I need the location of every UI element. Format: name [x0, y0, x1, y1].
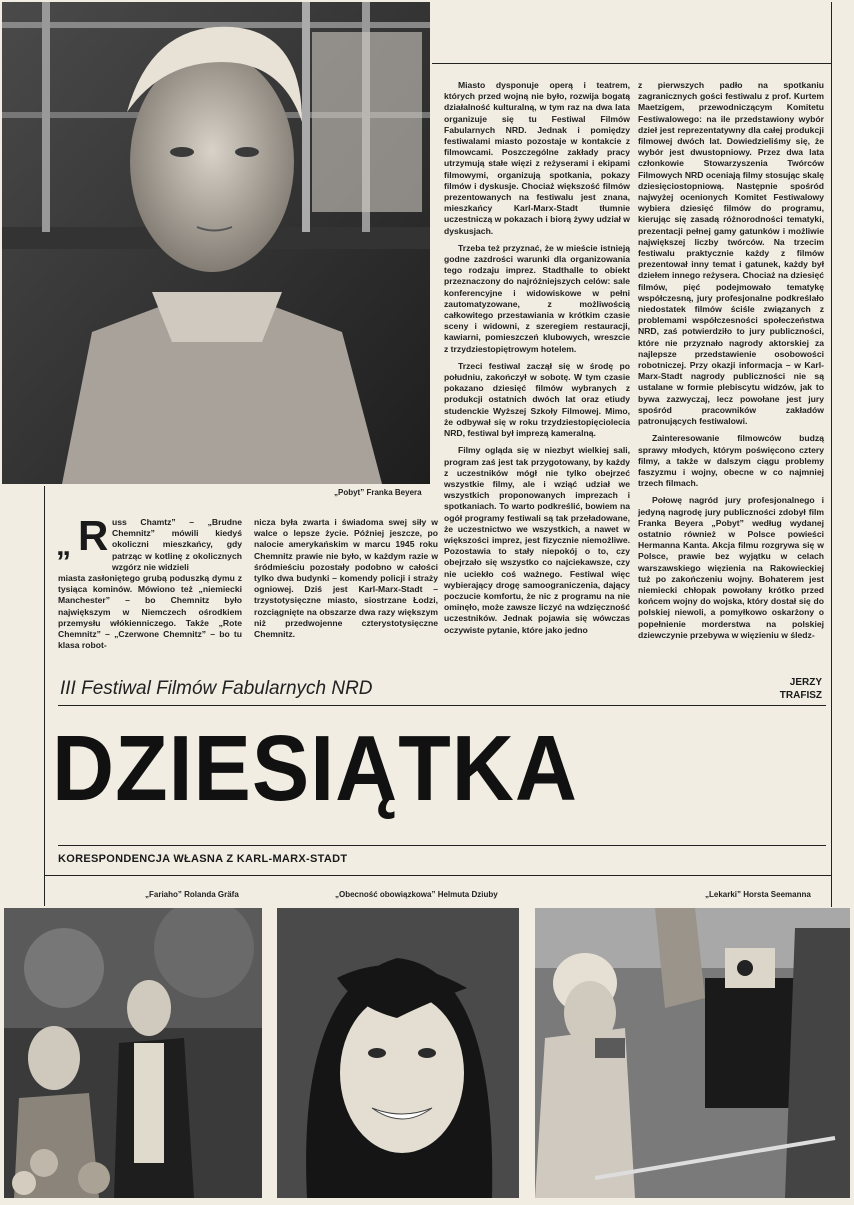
- intro-column-2: nicza była zwarta i świadoma swej siły w walce o lepsze życie. Później jeszcze, po nalocie amerykańskim w marcu 1945 roku Chemnitz prawie nie było, w każdym razie w śródmieściu pozostały podobno w całości tylko dwa budynki – komendy policji i straży ogniowej. Dziś jest Karl-Marx-Stadt – trzystotysięczne miasto, siostrzane Łodzi, rozciągnięte na obszarze dwa razy większym niż przedwojenne czterystotysięczne Chemnitz.: [254, 517, 438, 640]
- author-first-name: JERZY: [789, 677, 822, 688]
- photo-fariaho: [4, 908, 262, 1198]
- paragraph: Miasto dysponuje operą i teatrem, których przed wojną nie było, rozwija bogatą działalność kulturalną, w tym raz na dwa lata organizuje się tu Festiwal Filmów Fabularnych NRD. Jednak i pomiędzy festiwalami miasto pozostaje w kontakcie z filmowcami. Poszczególne zakłady pracy utrzymują stałe więzi z reżyserami i ekipami filmowymi, organizują spotkania, pokazy filmów i dyskusje. Chociaż większość filmów prezentowanych na festiwalu jest znana, mieszkańcy Karl-Marx-Stadt tłumnie uczestniczą w pokazach i biorą żywy udział w dyskusjach.: [444, 80, 630, 236]
- left-frame-rule: [44, 486, 45, 906]
- subtitle: KORESPONDENCJA WŁASNA Z KARL-MARX-STADT: [58, 853, 348, 865]
- paragraph: Połowę nagród jury profesjonalnego i jedyną nagrodę jury publiczności zdobył film Franka Beyera „Pobyt” według wydanej ostatnio również w Polsce powieści Hermanna Kanta. Akcja filmu rozgrywa się w Polsce, prawie bez wyjątku w celach warszawskiego więzienia na Rakowieckiej tuż po zakończeniu wojny. Bohaterem jest niemiecki chłopak powołany krótko przed końcem wojny do wojska, który dostał się do polskiej niewoli, a pomyłkowo oskarżony o popełnienie morderstwa na polskiej dziewczynie przebywa w więzieniu w śledz-: [638, 495, 824, 640]
- caption-obecnosc: „Obecność obowiązkowa” Helmuta Dziuby: [335, 890, 498, 899]
- headline: DZIESIĄTKA: [52, 716, 578, 821]
- top-frame-rule: [432, 63, 832, 64]
- paragraph: Trzeci festiwal zaczął się w środę po południu, zakończył w sobotę. W tym czasie pokazano dziesięć filmów wybranych z produkcji ostatnich dwóch lat oraz etiudy studenckie Wyższej Szkoły Filmowej. Mimo, że odbywał się w roku trzydziestopięciolecia NRD, festiwal był imprezą kameralną.: [444, 360, 630, 439]
- article-column-3: [444, 80, 630, 642]
- photo-lekarki: [535, 908, 850, 1198]
- headline-top-rule: [58, 705, 826, 706]
- intro-first-lines: uss Chamtz” – „Brudne Chemnitz” mówili kiedyś okoliczni mieszkańcy, gdy patrząc w kotlinę z okolicznych wzgórz nie widzieli: [112, 517, 242, 572]
- photo-fariaho-image: [4, 908, 262, 1198]
- photo-pobyt: [2, 2, 430, 484]
- paragraph: Filmy ogląda się w niezbyt wielkiej sali, program zaś jest tak przygotowany, by każdy z uczestników mógł nie tylko obejrzeć wszystkie filmy, ale i wziąć udział we wszystkich proponowanych imprezach i spotkaniach. To warto podkreślić, bowiem na ogół programy festiwali są tak przeładowane, że uczestnictwo we wszystkich, a nawet w większości imprez, jest fizycznie niemożliwe. Pozostawia to stały niepokój o to, czy obejrzało się wszystko co najciekawsze, czy nie uciekło coś ważnego. Festiwal więc wybierający drogę samoograniczenia, dający poczucie komfortu, że nic z programu na nie ominęło, może zawsze liczyć na wdzięczność uczestników. Jednak pojawia się wówczas oczywiste pytanie, które jako jedno: [444, 445, 630, 635]
- author-last-name: TRAFISZ: [779, 690, 822, 701]
- drop-letter: R: [78, 512, 109, 559]
- caption-lekarki: „Lekarki” Horsta Seemanna: [705, 890, 811, 899]
- caption-pobyt: „Pobyt” Franka Beyera: [334, 488, 422, 497]
- paragraph: z pierwszych padło na spotkaniu zagranicznych gości festiwalu z prof. Kurtem Maetzigem, przewodniczącym Komitetu Festiwalowego: na ile przedstawiony wybór dzieł jest reprezentatywny dla całej produkcji filmowej dwóch lat. Dowiedzieliśmy się, że wybór jest dwustopniowy. Przez dwa lata członkowie Stowarzyszenia Twórców Filmowych NRD oceniają filmy stosując skalę dziesięciostopniową. Następnie spośród najwyżej ocenionych Komitet Festiwalowy wybiera dziesięć filmów do programu, kierując się zasadą różnorodności tematyki, prezentacji pełnej gamy gatunków i możliwie największej liczby twórców. Na trzecim festiwalu praktycznie każdy z filmów prezentował inny temat i gatunek, każdy był dziełem innego reżysera. Chociaż na dziesięć filmów, pięć podejmowało tematykę współczesną, jury profesjonalne podkreślało niedostatek filmów ściśle związanych z problemami współczesności społeczeństwa NRD, zaś potwierdziło to jury publiczności, które nie przyznało nagrody aktorskiej za najlepsze przedstawienie osobowości robotniczej. Przy okazji informacja – w Karl-Marx-Stadt nagrody publiczności nie są ustalane w formie plebiscytu widzów, jak to bywa zazwyczaj, lecz powołane jest jury spośród pracowników zakładów patronujących festiwalowi.: [638, 80, 824, 427]
- right-frame-rule: [831, 2, 832, 907]
- photo-obecnosc-image: [277, 908, 519, 1198]
- author-byline: [760, 676, 822, 702]
- festival-title: III Festiwal Filmów Fabularnych NRD: [60, 678, 373, 699]
- paragraph: Trzeba też przyznać, że w mieście istnieją godne zazdrości warunki dla organizowania tego rodzaju imprez. Stadthalle to obiekt przeznaczony do najróżniejszych celów: sale konferencyjne i widowiskowe w pełni zautomatyzowane, z możliwością całkowitego przestawiania w krótkim czasie sceny i widowni, z szeregiem restauracji, kawiarni, pomieszczeń klubowych, wreszcie z trzydziestopiętrowym hotelem.: [444, 242, 630, 354]
- intro-column-1: miasta zasłoniętego grubą poduszką dymu z tysiąca kominów. Mówiono też „niemiecki Manchester” – bo Chemnitz było największym w Niemczech ośrodkiem przemysłu włókienniczego. Także „Rote Chemnitz” – „Czerwone Chemnitz” – bo tu klasa robot-: [58, 573, 242, 651]
- drop-quote-mark: „: [56, 529, 71, 562]
- paragraph: Zainteresowanie filmowców budzą sprawy młodych, którym poświęcono cztery filmy, a także w dalszym ciągu problemy faszyzmu i wojny, obecne w co najmniej trzech filmach.: [638, 433, 824, 489]
- article-column-4: [638, 80, 824, 647]
- subtitle-bottom-rule: [44, 875, 832, 876]
- headline-bottom-rule: [58, 845, 826, 846]
- photo-lekarki-image: [535, 908, 850, 1198]
- photo-pobyt-image: [2, 2, 430, 484]
- caption-fariaho: „Fariaho” Rolanda Gräfa: [145, 890, 239, 899]
- photo-obecnosc: [277, 908, 519, 1198]
